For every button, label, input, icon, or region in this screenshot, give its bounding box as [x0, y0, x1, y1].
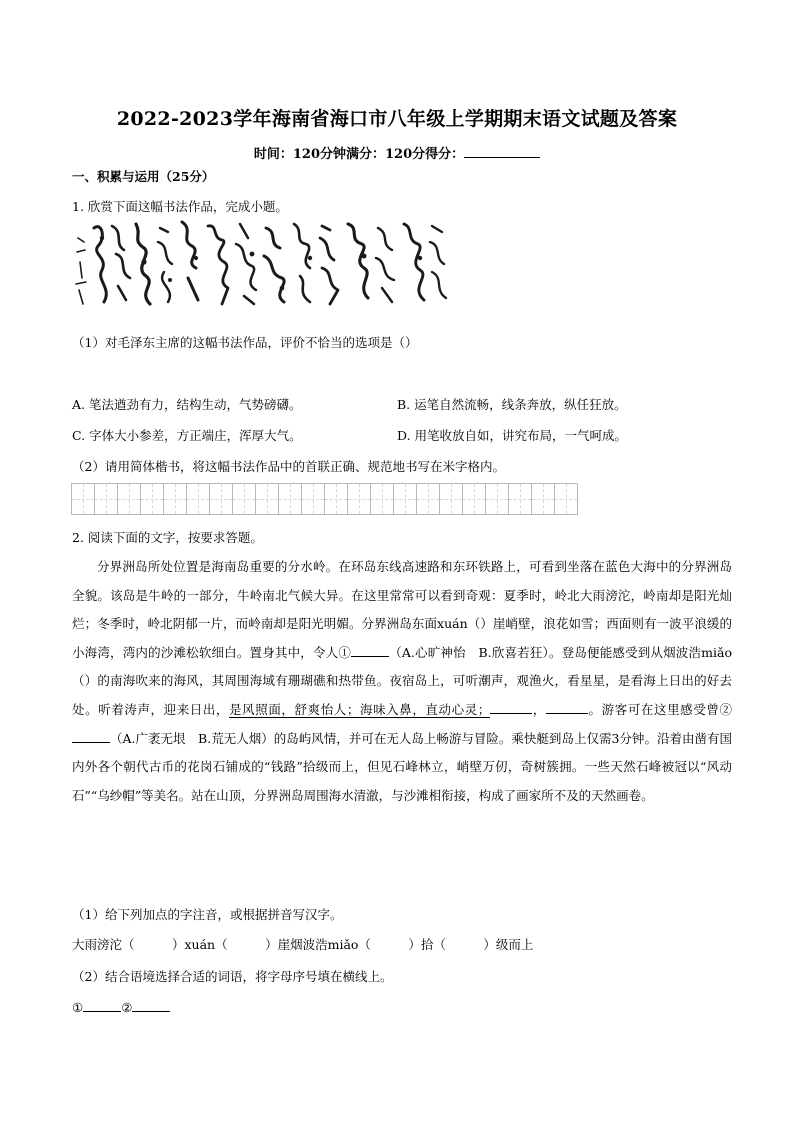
passage-part-1: 分界洲岛所处位置是海南岛重要的分水岭。在环岛东线高速路和东环铁路上，可看到坐落在蓝色大海中的分界洲岛全貌。该岛是牛岭的一部分，牛岭南北气候大异。在这里常常可以看到奇观：夏季时，岭北大雨滂沱，岭南却是阳光灿烂；冬季时，岭北阴郁一片，而岭南却是阳光明媚。分界洲岛东面xuán（）崖峭壁，浪花如雪；西面则有一波平浪缓的小海湾，湾内的沙滩松软细白。置身其中，令人①: [72, 559, 732, 660]
grid-cell[interactable]: [209, 483, 233, 515]
grid-cell[interactable]: [94, 483, 118, 515]
section-heading: 一、积累与运用（25分）: [72, 169, 215, 184]
grid-cell[interactable]: [347, 483, 371, 515]
grid-cell[interactable]: [370, 483, 394, 515]
blank-3[interactable]: [490, 712, 532, 714]
question-2-sub2: （2）结合语境选择合适的词语，将字母序号填在横线上。: [72, 969, 393, 984]
score-blank[interactable]: [464, 145, 540, 158]
option-b[interactable]: B. 运笔自然流畅，线条奔放，纵任狂放。: [397, 397, 627, 412]
grid-cell[interactable]: [117, 483, 141, 515]
question-2-sub1: （1）给下列加点的字注音，或根据拼音写汉字。: [72, 907, 343, 922]
option-a[interactable]: A. 笔法遒劲有力，结构生动，气势磅礴。: [72, 397, 302, 412]
grid-cell[interactable]: [439, 483, 463, 515]
question-2-prompt: 2. 阅读下面的文字，按要求答题。: [72, 530, 263, 545]
grid-cell[interactable]: [462, 483, 486, 515]
answer-line: [72, 1000, 170, 1015]
passage-underlined: 是风照面，舒爽怡人；海味入鼻，直动心灵；: [229, 701, 491, 717]
passage-comma: ，: [532, 701, 546, 717]
grid-cell[interactable]: [278, 483, 302, 515]
grid-cell[interactable]: [232, 483, 256, 515]
reading-passage: [72, 553, 732, 810]
page-title: 2022-2023学年海南省海口市八年级上学期期末语文试题及答案: [116, 108, 678, 130]
grid-cell[interactable]: [554, 483, 578, 515]
question-1-sub1: （1）对毛泽东主席的这幅书法作品，评价不恰当的选项是（）: [72, 335, 418, 350]
grid-cell[interactable]: [186, 483, 210, 515]
grid-cell[interactable]: [140, 483, 164, 515]
grid-cell[interactable]: [255, 483, 279, 515]
answer-blank-1[interactable]: [83, 1010, 121, 1012]
grid-cell[interactable]: [485, 483, 509, 515]
option-d[interactable]: D. 用笔收放自如，讲究布局，一气呵成。: [397, 428, 628, 443]
grid-cell[interactable]: [163, 483, 187, 515]
exam-info: [0, 143, 794, 162]
grid-cell[interactable]: [416, 483, 440, 515]
blank-4[interactable]: [546, 712, 588, 714]
answer-label-1: ①: [72, 1000, 84, 1015]
passage-part-4: （A.广袤无垠 B.荒无人烟）的岛屿风情，并可在无人岛上畅游与冒险。乘快艇到岛上仅需3分钟。沿着由凿有国内外各个朝代古币的花岗石铺成的“钱路”拾级而上，但见石峰林立，峭壁万仞，奇树簇拥。一些天然石峰被冠以“风动石”“乌纱帽”等美名。站在山顶，分界洲岛周围海水清澈，与沙滩相衔接，构成了画家所不及的天然画卷。: [72, 730, 732, 803]
grid-cell[interactable]: [531, 483, 555, 515]
calligraphy-image: [72, 218, 450, 310]
grid-cell[interactable]: [324, 483, 348, 515]
passage-part-3: 。游客可在这里感受曾②: [587, 701, 732, 717]
question-1-sub2: （2）请用简体楷书，将这幅书法作品中的首联正确、规范地书写在米字格内。: [72, 459, 505, 474]
passage-part-2: （A.心旷神怡 B.欣喜若狂）。登岛便能感受到从烟波浩miǎo（）的南海吹来的海风，其周围海域有珊瑚礁和热带鱼。夜宿岛上，可听潮声，观渔火，看星星，是看海上日出的好去处。听着涛声，迎来日出，: [72, 644, 732, 717]
grid-cell[interactable]: [71, 483, 95, 515]
exam-info-text: 时间：120分钟满分：120分得分：: [253, 147, 465, 162]
grid-cell[interactable]: [301, 483, 325, 515]
question-1-prompt: 1. 欣赏下面这幅书法作品，完成小题。: [72, 199, 288, 214]
blank-1[interactable]: [351, 655, 389, 657]
answer-label-2: ②: [121, 1000, 133, 1015]
option-c[interactable]: C. 字体大小参差，方正端庄，浑厚大气。: [72, 428, 302, 443]
blank-2[interactable]: [72, 741, 110, 743]
writing-grid[interactable]: [72, 483, 578, 515]
grid-cell[interactable]: [508, 483, 532, 515]
grid-cell[interactable]: [393, 483, 417, 515]
pinyin-fill-line[interactable]: 大雨滂沱（ ）xuán（ ）崖烟波浩miǎo（ ）拾（ ）级而上: [72, 937, 534, 952]
answer-blank-2[interactable]: [132, 1010, 170, 1012]
